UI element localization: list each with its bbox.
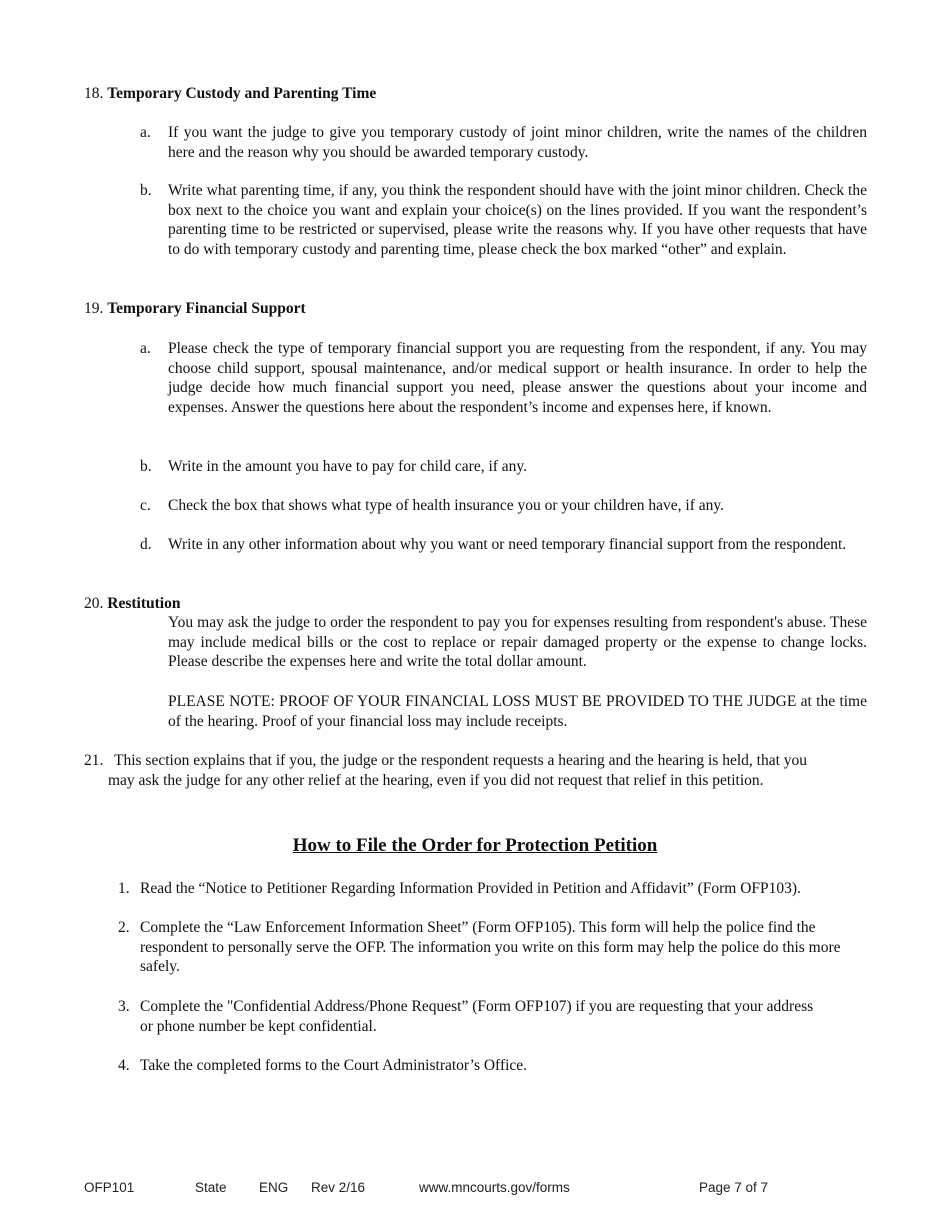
- item-label: d.: [140, 536, 152, 553]
- step-number: 2.: [118, 919, 130, 936]
- step-item: [118, 918, 868, 977]
- section-title: Temporary Financial Support: [107, 300, 306, 317]
- section-21-line-1: This section explains that if you, the judge or the respondent requests a hearing and the hearing is held, that you: [114, 752, 808, 769]
- section-18-heading: [84, 84, 376, 104]
- footer-jurisdiction: State: [195, 1180, 227, 1195]
- section-20-heading: [84, 594, 180, 614]
- restitution-note: PLEASE NOTE: PROOF OF YOUR FINANCIAL LOSS MUST BE PROVIDED TO THE JUDGE at the time of the hearing. Proof of your financial loss may include receipts.: [168, 693, 867, 730]
- item-label: b.: [140, 182, 152, 199]
- section-21: [84, 751, 874, 790]
- step-item: [118, 997, 818, 1036]
- section-title: Restitution: [107, 595, 181, 612]
- step-number: 3.: [118, 998, 130, 1015]
- section-title: Temporary Custody and Parenting Time: [107, 85, 377, 102]
- step-item: [118, 879, 868, 899]
- footer-revision: Rev 2/16: [311, 1180, 366, 1195]
- section-number: 21.: [84, 752, 104, 769]
- footer-language: ENG: [259, 1180, 289, 1195]
- step-text: Read the “Notice to Petitioner Regarding Information Provided in Petition and Affidavit” (Form OFP103).: [140, 880, 801, 897]
- list-item: [140, 535, 867, 555]
- footer-website[interactable]: www.mncourts.gov/forms: [419, 1180, 570, 1195]
- item-text: Write what parenting time, if any, you think the respondent should have with the joint minor children. Check the box next to the choice you want and explain your choice(s) on the lines provided. If you want the respondent’s parenting time to be restricted or supervised, please write the reasons why. If you have other requests that have to do with temporary custody and parenting time, please check the box marked “other” and explain.: [168, 182, 867, 258]
- list-item: [140, 181, 867, 259]
- section-19-heading: [84, 299, 306, 319]
- item-text: Write in any other information about why you want or need temporary financial support from the respondent.: [168, 536, 847, 553]
- item-text: If you want the judge to give you temporary custody of joint minor children, write the names of the children here and the reason why you should be awarded temporary custody.: [168, 124, 867, 161]
- step-text: Take the completed forms to the Court Administrator’s Office.: [140, 1057, 528, 1074]
- item-text: Please check the type of temporary financial support you are requesting from the respondent, if any. You may choose child support, spousal maintenance, and/or medical support or health insurance. In order to help the judge decide how much financial support you need, please answer the questions about your income and expenses. Answer the questions here about the respondent’s income and expenses here, if known.: [168, 340, 867, 416]
- footer-page-number: Page 7 of 7: [699, 1180, 769, 1195]
- how-to-file-title: How to File the Order for Protection Petition: [292, 835, 658, 856]
- restitution-paragraph: You may ask the judge to order the respondent to pay you for expenses resulting from respondent's abuse. These may include medical bills or the cost to replace or repair damaged property or the expense to change locks. Please describe the expenses here and write the total dollar amount.: [168, 614, 867, 671]
- list-item: [140, 496, 867, 516]
- item-label: b.: [140, 458, 152, 475]
- step-text: Complete the "Confidential Address/Phone Request” (Form OFP107) if you are requesting that your address or phone number be kept confidential.: [140, 998, 814, 1035]
- step-number: 4.: [118, 1057, 130, 1074]
- list-item: [140, 123, 867, 162]
- section-number: 20.: [84, 595, 104, 612]
- step-text: Complete the “Law Enforcement Information Sheet” (Form OFP105). This form will help the police find the respondent to personally serve the OFP. The information you write on this form may help the police do this more safely.: [140, 919, 841, 976]
- item-text: Check the box that shows what type of health insurance you or your children have, if any.: [168, 497, 724, 514]
- item-text: Write in the amount you have to pay for child care, if any.: [168, 458, 528, 475]
- item-label: c.: [140, 497, 151, 514]
- item-label: a.: [140, 340, 151, 357]
- item-label: a.: [140, 124, 151, 141]
- list-item: [140, 457, 867, 477]
- step-number: 1.: [118, 880, 130, 897]
- step-item: [118, 1056, 868, 1076]
- section-21-line-2: may ask the judge for any other relief at the hearing, even if you did not request that relief in this petition.: [108, 771, 764, 789]
- list-item: [140, 339, 867, 417]
- footer-form-id: OFP101: [84, 1180, 135, 1195]
- section-number: 19.: [84, 300, 104, 317]
- section-number: 18.: [84, 85, 104, 102]
